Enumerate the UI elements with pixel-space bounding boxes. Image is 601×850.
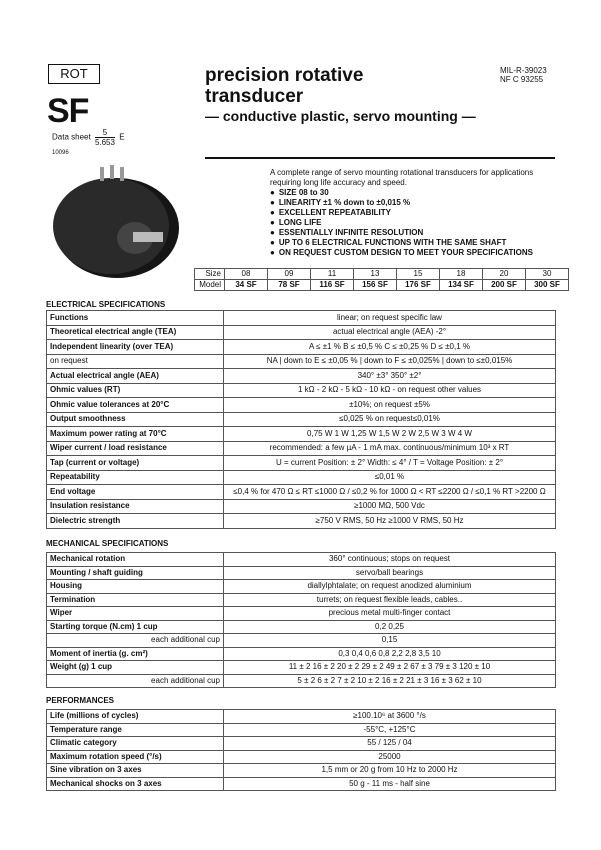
model-cell: 300 SF	[526, 280, 569, 291]
series-name: SF	[47, 92, 89, 130]
model-cell: 200 SF	[483, 280, 526, 291]
spec-value: turrets; on request flexible leads, cables..	[224, 593, 556, 607]
title-line2: transducer	[205, 86, 304, 107]
spec-row	[47, 661, 556, 675]
intro-text: A complete range of servo mounting rotational transducers for applications requiring long life accuracy and speed.	[270, 168, 534, 187]
model-cell: 156 SF	[354, 280, 397, 291]
spec-value: ≤0,4 % for 470 Ω ≤ RT ≤1000 Ω / ≤0,2 % for 1000 Ω < RT ≤2200 Ω / ≤0,1 % RT >2200 Ω	[224, 485, 556, 500]
spec-label: Maximum power rating at 70°C	[47, 427, 224, 442]
spec-label: each additional cup	[47, 634, 224, 648]
spec-row	[47, 456, 556, 471]
spec-label: Starting torque (N.cm) 1 cup	[47, 620, 224, 634]
performances-section-title: PERFORMANCES	[46, 696, 115, 705]
spec-row	[47, 499, 556, 514]
spec-value: 5 ± 2 6 ± 2 7 ± 2 10 ± 2 16 ± 2 21 ± 3 16 ± 3 62 ± 10	[224, 674, 556, 688]
spec-row	[47, 485, 556, 500]
size-label: Size	[195, 269, 225, 280]
feature-list	[270, 188, 533, 258]
model-cell: 116 SF	[311, 280, 354, 291]
spec-row	[47, 723, 556, 737]
spec-label: Repeatability	[47, 470, 224, 485]
feature-item: ● ON REQUEST CUSTOM DESIGN TO MEET YOUR SPECIFICATIONS	[270, 248, 533, 258]
spec-label: Mechanical shocks on 3 axes	[47, 777, 224, 791]
spec-row	[47, 398, 556, 413]
spec-value: NA | down to E ≤ ±0,05 % | down to F ≤ ±0,025% | down to ≤±0,015%	[224, 354, 556, 369]
spec-row	[47, 354, 556, 369]
ds-num: 5	[95, 128, 115, 138]
spec-value: 340° ±3° 350° ±2°	[224, 369, 556, 384]
size-cell: 09	[268, 269, 311, 280]
subtitle: — conductive plastic, servo mounting —	[205, 108, 476, 124]
size-row	[195, 269, 569, 280]
spec-row	[47, 764, 556, 778]
spec-row	[47, 470, 556, 485]
spec-value: 50 g - 11 ms - half sine	[224, 777, 556, 791]
spec-value: precious metal multi-finger contact	[224, 607, 556, 621]
std-2: NF C 93255	[500, 75, 544, 84]
spec-row	[47, 674, 556, 688]
spec-label: Termination	[47, 593, 224, 607]
spec-label: Theoretical electrical angle (TEA)	[47, 325, 224, 340]
spec-value: servo/ball bearings	[224, 566, 556, 580]
spec-value: ±10%; on request ±5%	[224, 398, 556, 413]
std-1: MIL-R-39023	[500, 66, 547, 75]
spec-value: actual electrical angle (AEA) -2°	[224, 325, 556, 340]
feature-item: ● LONG LIFE	[270, 218, 533, 228]
spec-value: ≤0,025 % on request≤0,01%	[224, 412, 556, 427]
rot-label: ROT	[48, 64, 100, 84]
spec-label: Maximum rotation speed (°/s)	[47, 750, 224, 764]
size-model-table	[194, 268, 569, 291]
mechanical-table	[46, 552, 556, 688]
ds-suffix: E	[119, 132, 125, 142]
feature-item: ● UP TO 6 ELECTRICAL FUNCTIONS WITH THE SAME SHAFT	[270, 238, 533, 248]
spec-label: Housing	[47, 580, 224, 594]
spec-label: each additional cup	[47, 674, 224, 688]
spec-value: ≥100.10⁶ at 3600 °/s	[224, 710, 556, 724]
spec-label: Weight (g) 1 cup	[47, 661, 224, 675]
spec-label: End voltage	[47, 485, 224, 500]
spec-label: Dielectric strength	[47, 514, 224, 529]
spec-row	[47, 777, 556, 791]
size-cell: 15	[397, 269, 440, 280]
spec-label: on request	[47, 354, 224, 369]
spec-value: U = current Position: ± 2° Width: ≤ 4° / T = Voltage Position: ± 2°	[224, 456, 556, 471]
spec-value: ≤0,01 %	[224, 470, 556, 485]
spec-label: Independent linearity (over TEA)	[47, 340, 224, 355]
spec-label: Output smoothness	[47, 412, 224, 427]
spec-value: -55°C, +125°C	[224, 723, 556, 737]
spec-value: ≥750 V RMS, 50 Hz ≥1000 V RMS, 50 Hz	[224, 514, 556, 529]
spec-row	[47, 369, 556, 384]
divider	[205, 157, 555, 159]
spec-value: 0,2 0,25	[224, 620, 556, 634]
spec-value: 1,5 mm or 20 g from 10 Hz to 2000 Hz	[224, 764, 556, 778]
spec-label: Ohmic value tolerances at 20°C	[47, 398, 224, 413]
spec-value: recommended: a few µA - 1 mA max. continuous/minimum 10³ x RT	[224, 441, 556, 456]
spec-row	[47, 620, 556, 634]
spec-row	[47, 566, 556, 580]
spec-label: Insulation resistance	[47, 499, 224, 514]
feature-item: ● EXCELLENT REPEATABILITY	[270, 208, 533, 218]
model-label: Model	[195, 280, 225, 291]
spec-label: Functions	[47, 311, 224, 326]
spec-row	[47, 427, 556, 442]
spec-row	[47, 607, 556, 621]
spec-row	[47, 710, 556, 724]
spec-value: 360° continuous; stops on request	[224, 553, 556, 567]
spec-row	[47, 325, 556, 340]
spec-row	[47, 441, 556, 456]
spec-row	[47, 580, 556, 594]
size-cell: 18	[440, 269, 483, 280]
electrical-table	[46, 310, 556, 529]
spec-row	[47, 593, 556, 607]
spec-row	[47, 553, 556, 567]
spec-label: Ohmic values (RT)	[47, 383, 224, 398]
feature-item: ● SIZE 08 to 30	[270, 188, 533, 198]
size-cell: 11	[311, 269, 354, 280]
performances-table	[46, 709, 556, 791]
spec-value: 1 kΩ - 2 kΩ - 5 kΩ - 10 kΩ - on request other values	[224, 383, 556, 398]
spec-label: Sine vibration on 3 axes	[47, 764, 224, 778]
spec-value: 25000	[224, 750, 556, 764]
title-line1: precision rotative	[205, 65, 364, 86]
spec-row	[47, 750, 556, 764]
mechanical-section-title: MECHANICAL SPECIFICATIONS	[46, 539, 169, 548]
spec-row	[47, 634, 556, 648]
spec-row	[47, 383, 556, 398]
size-cell: 13	[354, 269, 397, 280]
spec-value: 0,75 W 1 W 1,25 W 1,5 W 2 W 2,5 W 3 W 4 W	[224, 427, 556, 442]
spec-label: Temperature range	[47, 723, 224, 737]
model-cell: 78 SF	[268, 280, 311, 291]
spec-row	[47, 647, 556, 661]
spec-row	[47, 412, 556, 427]
spec-value: 55 / 125 / 04	[224, 737, 556, 751]
spec-label: Mechanical rotation	[47, 553, 224, 567]
feature-item: ● ESSENTIALLY INFINITE RESOLUTION	[270, 228, 533, 238]
spec-value: 0,15	[224, 634, 556, 648]
model-cell: 176 SF	[397, 280, 440, 291]
spec-label: Tap (current or voltage)	[47, 456, 224, 471]
ds-den: 5.653	[94, 138, 115, 147]
spec-value: 11 ± 2 16 ± 2 20 ± 2 29 ± 2 49 ± 2 67 ± 3 79 ± 3 120 ± 10	[224, 661, 556, 675]
spec-value: linear; on request specific law	[224, 311, 556, 326]
spec-value: diallylphtalate; on request anodized aluminium	[224, 580, 556, 594]
spec-label: Wiper	[47, 607, 224, 621]
spec-row	[47, 340, 556, 355]
standards	[500, 66, 547, 84]
spec-value: ≥1000 MΩ, 500 Vdc	[224, 499, 556, 514]
doc-code: 10096	[52, 150, 69, 156]
spec-label: Life (millions of cycles)	[47, 710, 224, 724]
model-cell: 34 SF	[225, 280, 268, 291]
feature-item: ● LINEARITY ±1 % down to ±0,015 %	[270, 198, 533, 208]
spec-row	[47, 311, 556, 326]
spec-value: 0,3 0,4 0,6 0,8 2,2 2,8 3,5 10	[224, 647, 556, 661]
spec-label: Mounting / shaft guiding	[47, 566, 224, 580]
product-photo	[45, 162, 183, 280]
size-cell: 08	[225, 269, 268, 280]
size-cell: 20	[483, 269, 526, 280]
electrical-section-title: ELECTRICAL SPECIFICATIONS	[46, 300, 166, 309]
spec-value: A ≤ ±1 % B ≤ ±0,5 % C ≤ ±0,25 % D ≤ ±0,1 %	[224, 340, 556, 355]
datasheet-label: Data sheet	[52, 132, 91, 142]
spec-label: Wiper current / load resistance	[47, 441, 224, 456]
model-cell: 134 SF	[440, 280, 483, 291]
size-cell: 30	[526, 269, 569, 280]
spec-label: Moment of inertia (g. cm²)	[47, 647, 224, 661]
spec-label: Actual electrical angle (AEA)	[47, 369, 224, 384]
datasheet-ref	[52, 128, 125, 147]
model-row	[195, 280, 569, 291]
spec-label: Climatic category	[47, 737, 224, 751]
spec-row	[47, 737, 556, 751]
spec-row	[47, 514, 556, 529]
